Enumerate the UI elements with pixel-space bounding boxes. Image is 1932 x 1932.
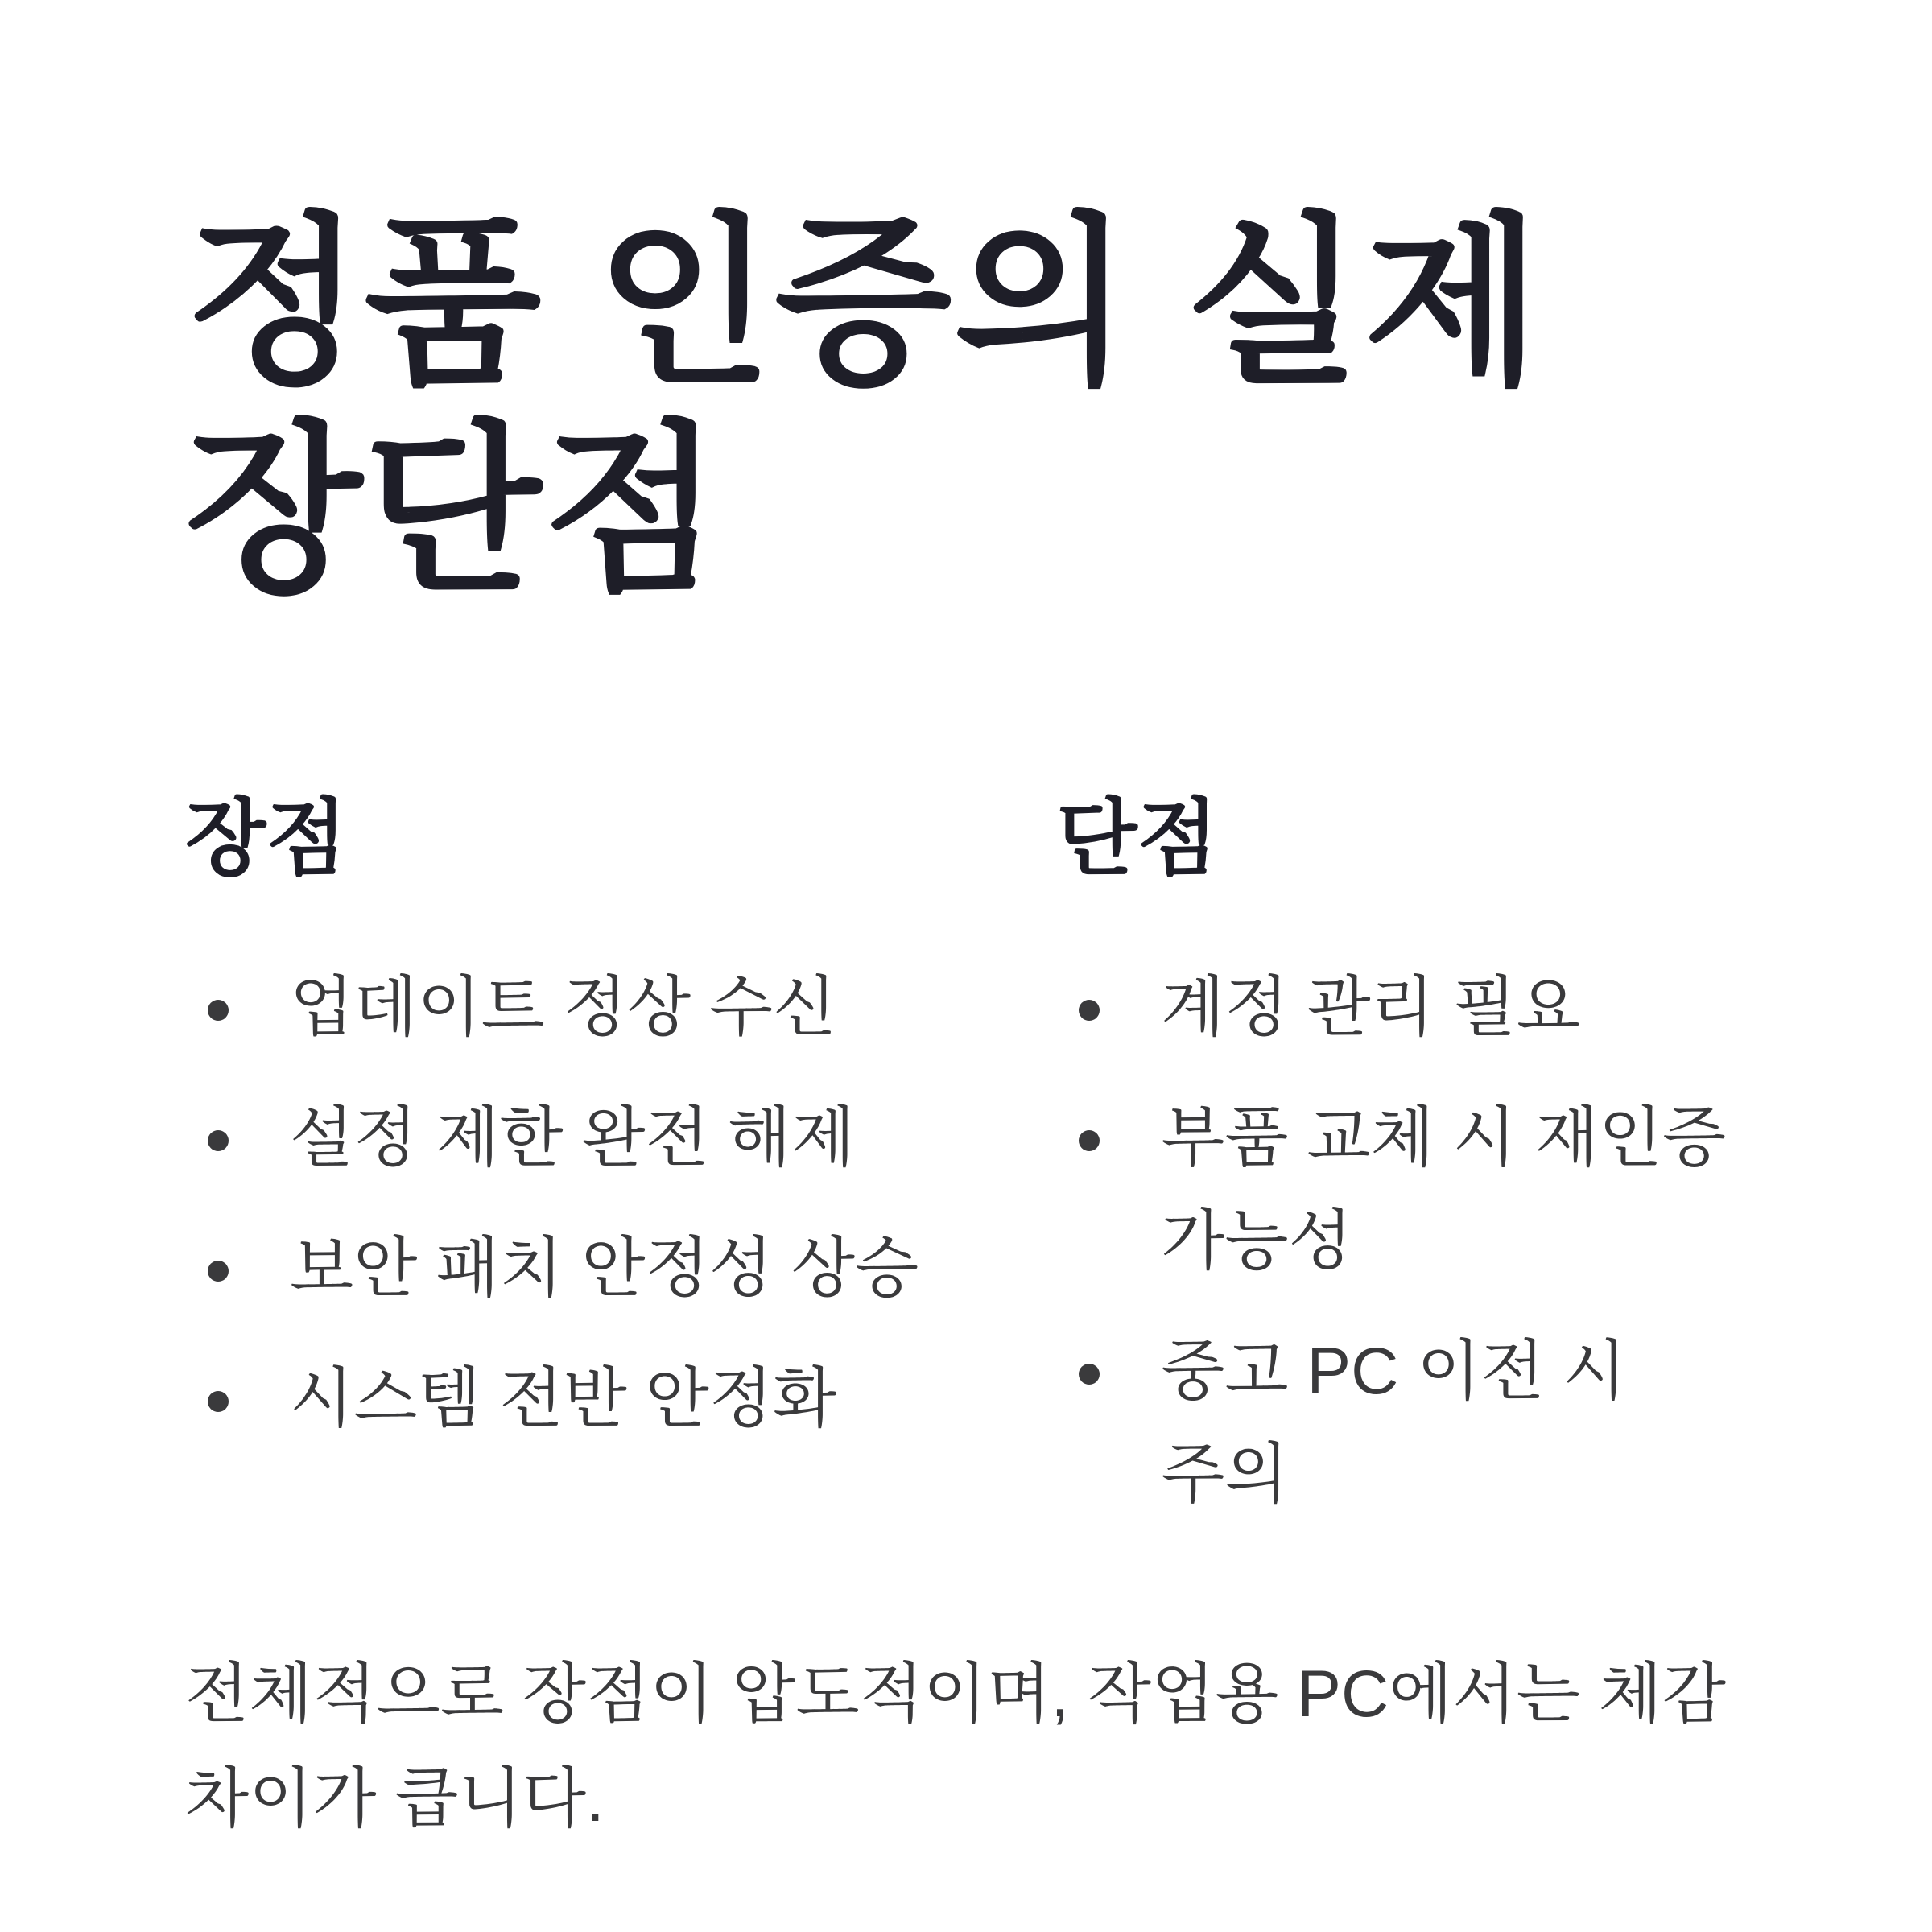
pros-list-item: [185, 956, 1056, 1059]
bullet-icon: [1079, 1130, 1100, 1151]
bullet-icon: [1079, 1000, 1100, 1021]
cons-heading: 단점: [1056, 792, 1219, 886]
pros-list-item: [185, 1348, 1056, 1451]
pros-heading: 장점: [185, 792, 347, 886]
page-title: 정품 인증의 실제 장단점: [185, 201, 1543, 613]
cons-list-item: [1056, 1320, 1747, 1526]
pros-item-text: 시스템 전반 안정화: [290, 1362, 837, 1435]
bullet-icon: [1079, 1364, 1100, 1385]
pros-item-text: 업데이트 정상 수신: [290, 971, 837, 1044]
bullet-icon: [208, 1130, 229, 1151]
pros-item-text: 보안 패치 안정성 상승: [290, 1232, 919, 1305]
cons-column: [1056, 794, 1747, 1554]
summary-paragraph: 전체적으로 장점이 압도적이며, 작업용 PC에서는 체감 차이가 큽니다.: [185, 1657, 1727, 1835]
cons-list-item: [1056, 956, 1747, 1059]
cons-list-item: [1056, 1087, 1747, 1293]
cons-item-text: 부품 교체 시 재인증 가능성: [1161, 1101, 1727, 1278]
pros-list-item: [185, 1217, 1056, 1320]
pros-item-text: 설정 제한 완전 해제: [290, 1101, 856, 1174]
bullet-icon: [208, 1391, 229, 1412]
cons-item-text: 계정 관리 필요: [1161, 971, 1581, 1044]
bullet-icon: [208, 1261, 229, 1282]
pros-column: [185, 794, 1056, 1554]
pros-list-item: [185, 1087, 1056, 1190]
cons-list: [1056, 956, 1747, 1526]
pros-cons-columns: [185, 794, 1747, 1554]
cons-item-text: 중고 PC 이전 시 주의: [1161, 1335, 1627, 1511]
pros-list: [185, 956, 1056, 1451]
bullet-icon: [208, 1000, 229, 1021]
